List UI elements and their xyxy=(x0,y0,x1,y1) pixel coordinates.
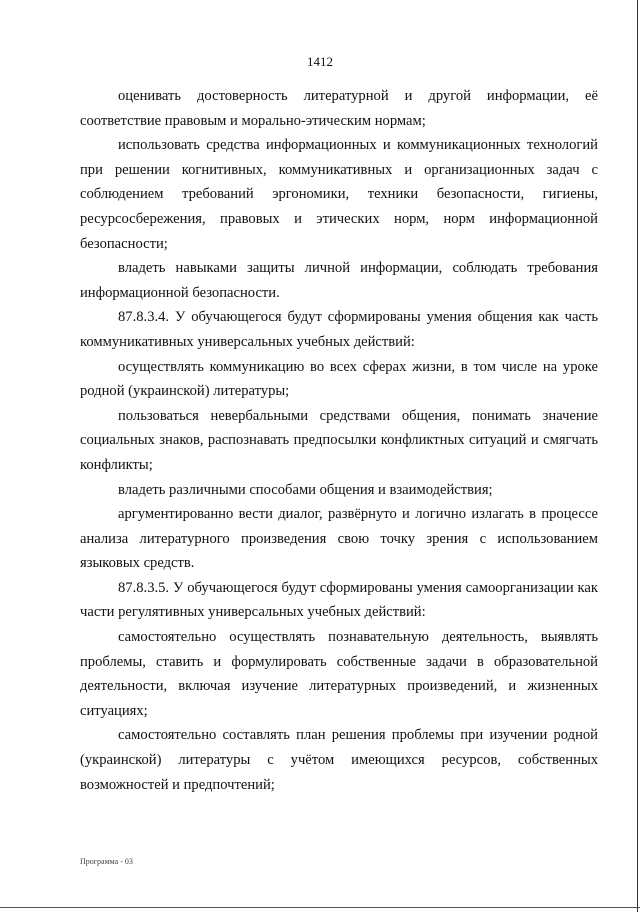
page-number: 1412 xyxy=(307,54,333,69)
scan-edge-right xyxy=(637,0,638,912)
paragraph: 87.8.3.4. У обучающегося будут сформированы умения общения как часть коммуникативных универсальных учебных действий: xyxy=(80,309,598,350)
body-text xyxy=(80,84,598,797)
paragraph: владеть навыками защиты личной информации, соблюдать требования информационной безопасности. xyxy=(80,260,598,301)
paragraph: осуществлять коммуникацию во всех сферах жизни, в том числе на уроке родной (украинской) литературы; xyxy=(80,358,598,400)
paragraph: аргументированно вести диалог, развёрнуто и логично излагать в процессе анализа литературного произведения свою точку зрения с использованием языковых средств. xyxy=(80,506,598,572)
paragraph: владеть различными способами общения и взаимодействия; xyxy=(118,481,493,498)
paragraph: самостоятельно составлять план решения проблемы при изучении родной (украинской) литературы с учётом имеющихся ресурсов, собственных возможностей и предпочтений; xyxy=(80,727,598,793)
paragraph: пользоваться невербальными средствами общения, понимать значение социальных знаков, распознавать предпосылки конфликтных ситуаций и смягчать конфликты; xyxy=(80,407,598,473)
paragraph: использовать средства информационных и коммуникационных технологий при решении когнитивных, коммуникативных и организационных задач с соблюдением требований эргономики, техники безопасности, гигиены, ресурсосбережения, правовых и этических норм, норм информационной безопасности; xyxy=(80,137,598,252)
paragraph: оценивать достоверность литературной и другой информации, её соответствие правовым и морально-этическим нормам; xyxy=(80,88,598,129)
paragraph: самостоятельно осуществлять познавательную деятельность, выявлять проблемы, ставить и формулировать собственные задачи в образовательной деятельности, включая изучение литературных произведений, и жизненных ситуациях; xyxy=(80,629,598,719)
paragraph: 87.8.3.5. У обучающегося будут сформированы умения самоорганизации как части регулятивных универсальных учебных действий: xyxy=(80,579,598,621)
footer-note: Программа - 03 xyxy=(80,857,133,866)
scan-edge-bottom xyxy=(0,907,640,908)
